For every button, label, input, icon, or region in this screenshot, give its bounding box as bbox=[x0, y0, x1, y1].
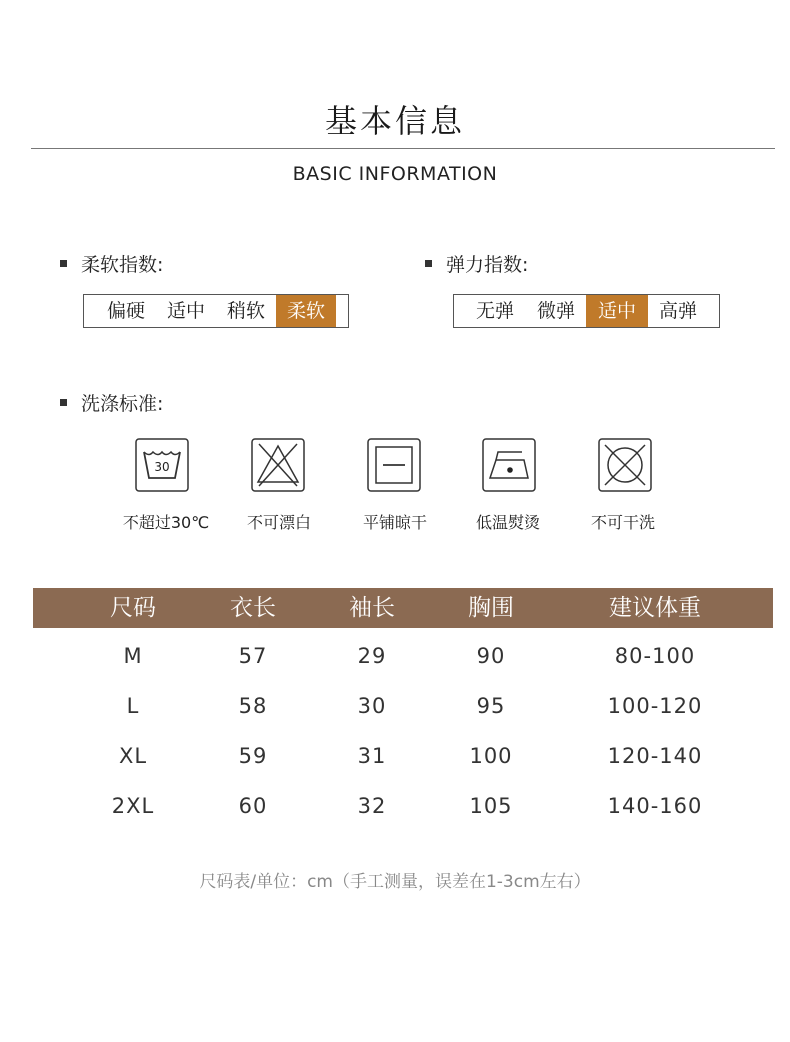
table-header-cell: 衣长 bbox=[230, 595, 276, 621]
page-subtitle: BASIC INFORMATION bbox=[292, 163, 498, 185]
care-item-label: 不可干洗 bbox=[590, 513, 655, 532]
elasticity-option: 无弹 bbox=[475, 300, 514, 322]
care-label-text: 洗涤标准: bbox=[81, 393, 164, 415]
no-tumble-dry-icon bbox=[598, 438, 652, 492]
wash-30-icon bbox=[135, 438, 189, 492]
table-cell: 57 bbox=[238, 644, 268, 668]
care-label bbox=[60, 389, 163, 416]
care-item-label: 平铺晾干 bbox=[362, 513, 427, 532]
table-cell: 59 bbox=[238, 744, 268, 768]
softness-scale bbox=[83, 294, 349, 328]
table-cell: 95 bbox=[476, 694, 506, 718]
softness-option: 偏硬 bbox=[106, 300, 145, 322]
iron-low-icon bbox=[482, 438, 536, 492]
dry-flat-icon bbox=[367, 438, 421, 492]
wash-temp-text: 30 bbox=[154, 460, 170, 474]
table-cell: 100 bbox=[469, 744, 513, 768]
table-cell: 29 bbox=[357, 644, 387, 668]
care-item-label: 低温熨烫 bbox=[475, 513, 540, 532]
softness-option: 稍软 bbox=[226, 300, 265, 322]
elasticity-scale bbox=[453, 294, 720, 328]
care-item-label: 不可漂白 bbox=[246, 513, 311, 532]
table-header-cell: 尺码 bbox=[110, 595, 156, 621]
table-cell: M bbox=[123, 644, 143, 668]
bullet-icon bbox=[425, 260, 432, 267]
softness-label-text: 柔软指数: bbox=[81, 254, 164, 276]
table-cell: 105 bbox=[469, 794, 513, 818]
table-row bbox=[33, 786, 773, 826]
softness-label bbox=[60, 250, 163, 277]
elasticity-option-selected: 适中 bbox=[586, 295, 648, 327]
bullet-icon bbox=[60, 260, 67, 267]
softness-option: 适中 bbox=[166, 300, 205, 322]
table-cell: 2XL bbox=[111, 794, 155, 818]
table-cell: 140-160 bbox=[607, 794, 703, 818]
table-header-cell: 袖长 bbox=[349, 595, 395, 621]
table-cell: 31 bbox=[357, 744, 387, 768]
bullet-icon bbox=[60, 399, 67, 406]
size-note: 尺码表/单位：cm（手工测量，误差在1-3cm左右） bbox=[199, 872, 591, 892]
table-row bbox=[33, 686, 773, 726]
table-row bbox=[33, 636, 773, 676]
table-cell: 58 bbox=[238, 694, 268, 718]
page-title: 基本信息 bbox=[324, 102, 465, 140]
elasticity-option: 微弹 bbox=[536, 300, 575, 322]
table-cell: 32 bbox=[357, 794, 387, 818]
table-cell: 30 bbox=[357, 694, 387, 718]
table-cell: 120-140 bbox=[607, 744, 703, 768]
elasticity-label bbox=[425, 250, 528, 277]
elasticity-label-text: 弹力指数: bbox=[446, 254, 529, 276]
elasticity-option: 高弹 bbox=[658, 300, 697, 322]
table-cell: XL bbox=[118, 744, 148, 768]
no-bleach-icon bbox=[251, 438, 305, 492]
table-cell: 90 bbox=[476, 644, 506, 668]
table-row bbox=[33, 736, 773, 776]
table-cell: L bbox=[126, 694, 140, 718]
table-cell: 80-100 bbox=[614, 644, 696, 668]
size-table-header bbox=[33, 588, 773, 628]
title-divider bbox=[31, 148, 775, 149]
softness-option-selected: 柔软 bbox=[276, 295, 336, 327]
table-cell: 100-120 bbox=[607, 694, 703, 718]
table-header-cell: 建议体重 bbox=[609, 595, 701, 621]
care-item-label: 不超过30℃ bbox=[122, 513, 210, 532]
table-header-cell: 胸围 bbox=[468, 595, 514, 621]
table-cell: 60 bbox=[238, 794, 268, 818]
